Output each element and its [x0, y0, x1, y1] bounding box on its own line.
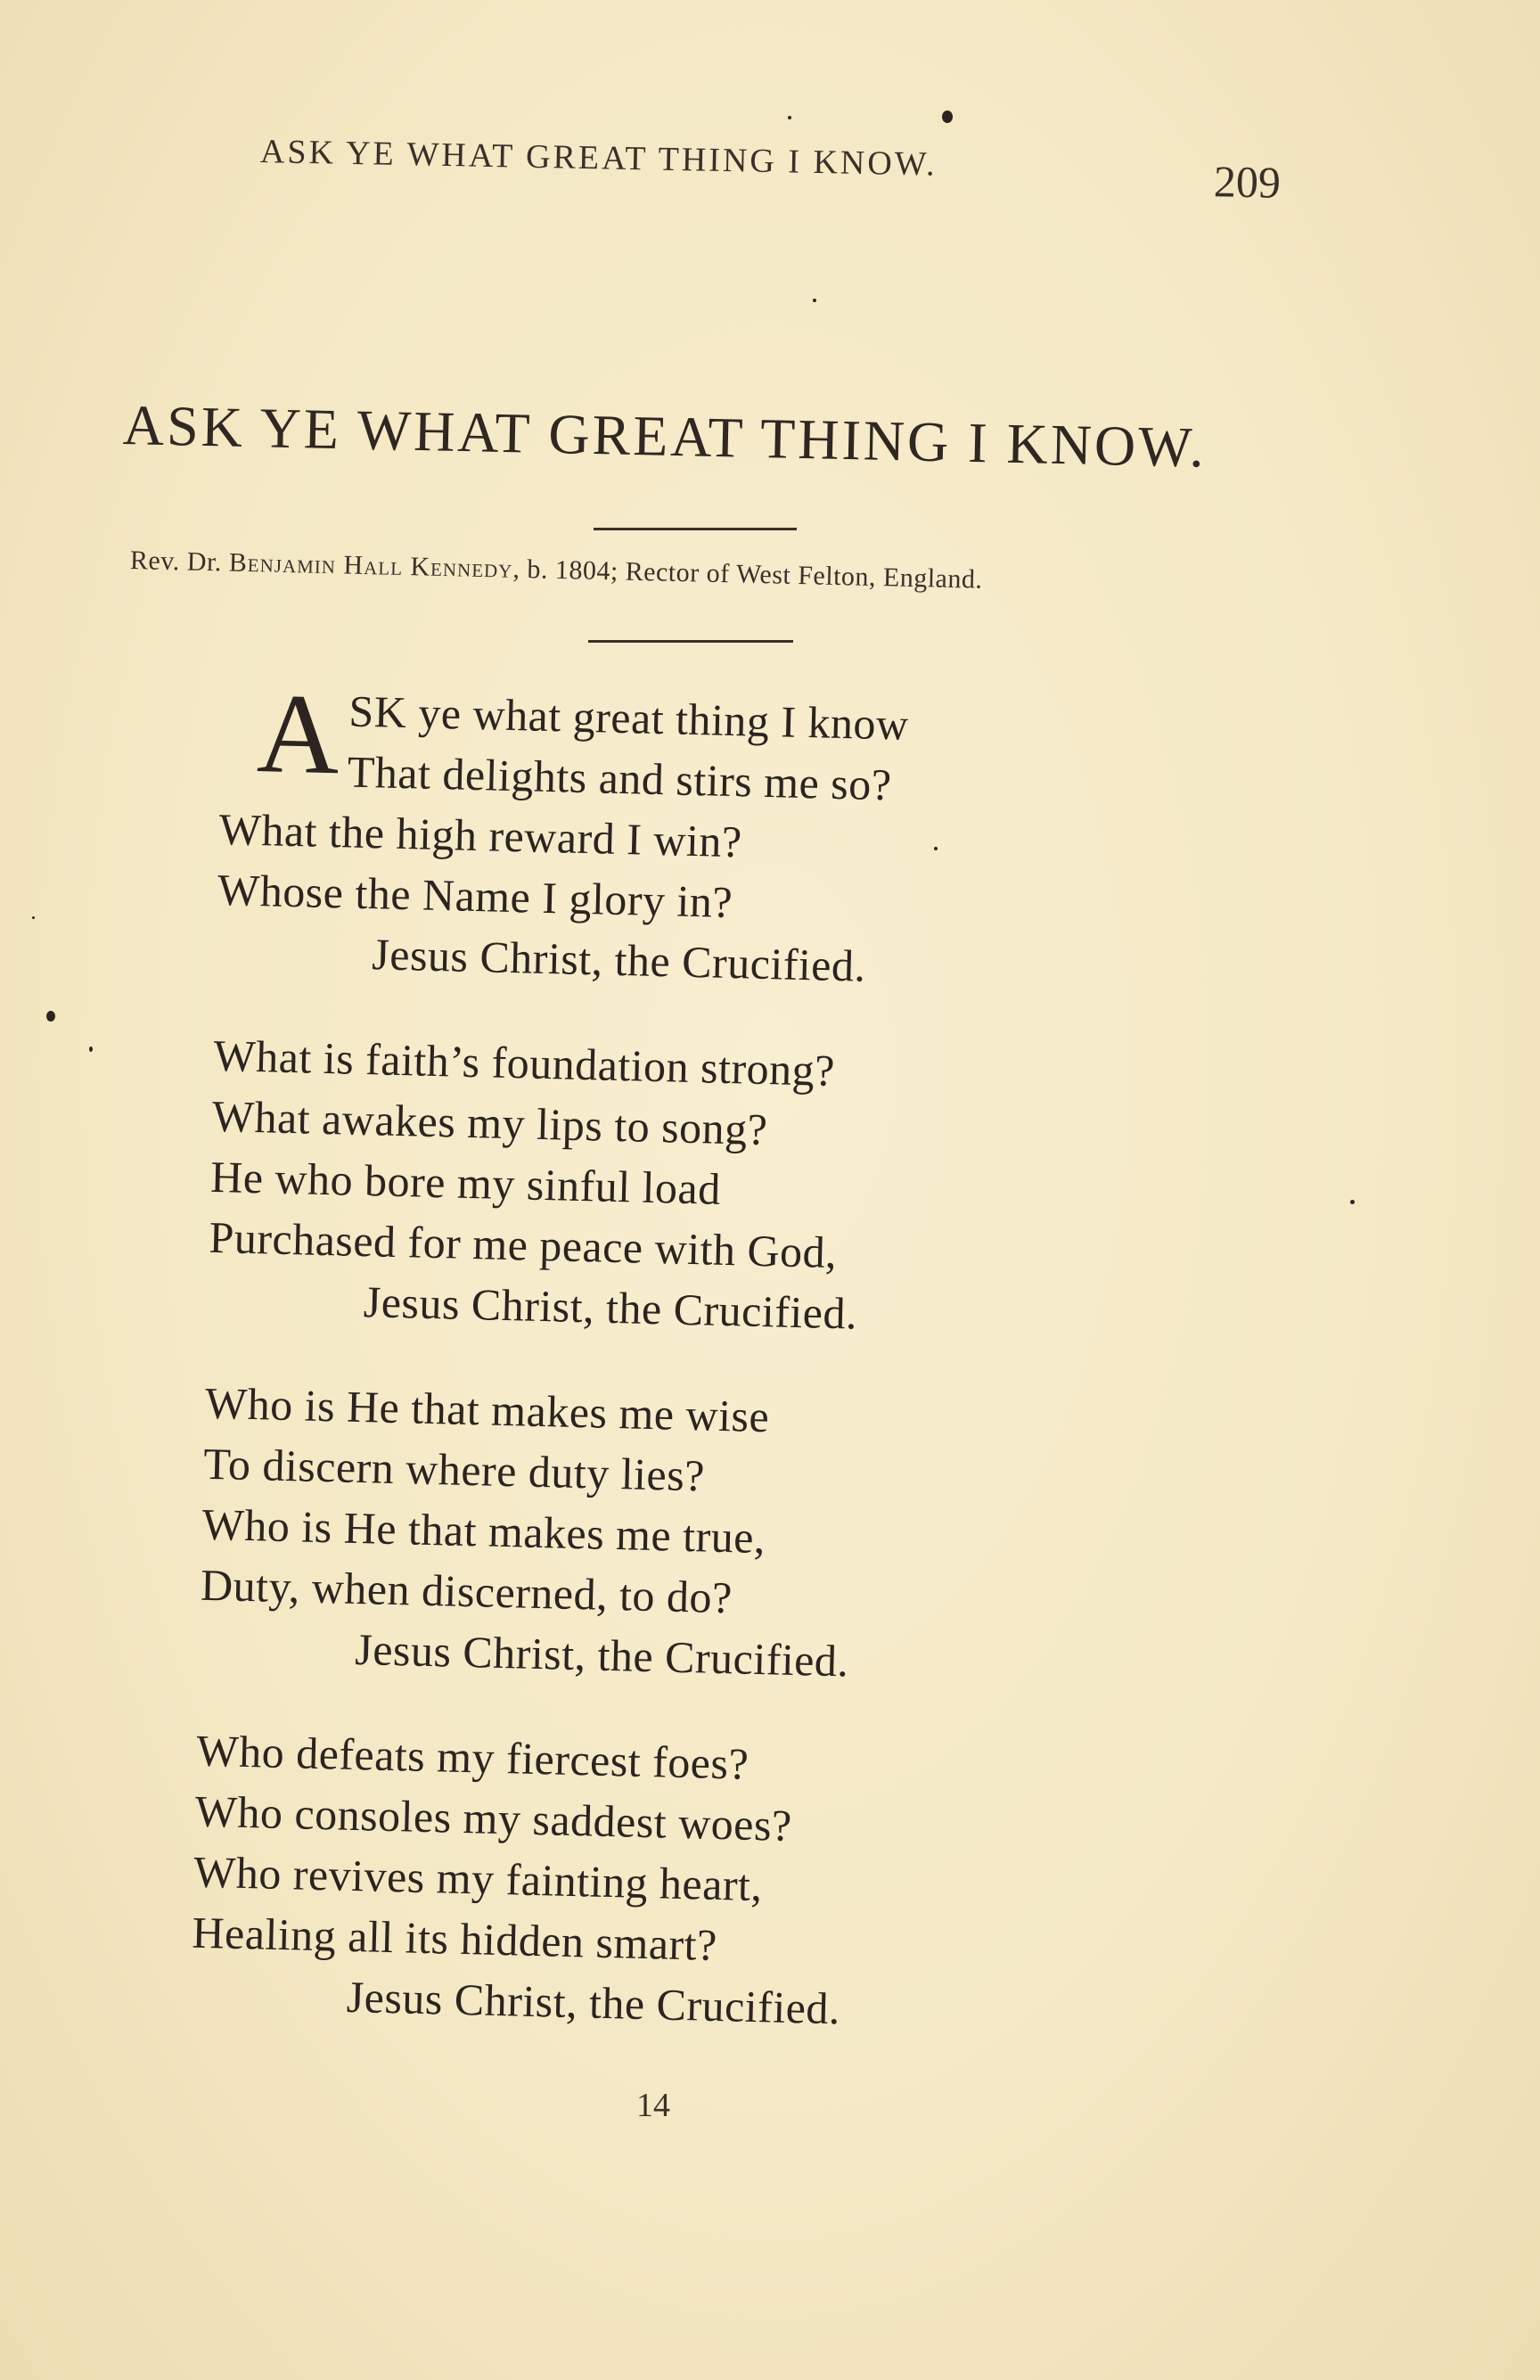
- refrain-line: Jesus Christ, the Crucified.: [363, 1276, 858, 1339]
- poem-line: Who revives my fainting heart,: [192, 1846, 764, 1911]
- attribution-details: , b. 1804; Rector of West Felton, England.: [512, 554, 983, 595]
- ink-speck: [32, 916, 35, 919]
- ink-speck: [89, 1046, 93, 1052]
- poem-line: Duty, when discerned, to do?: [200, 1559, 733, 1623]
- poem-title: ASK YE WHAT GREAT THING I KNOW.: [122, 393, 1208, 480]
- poem-line: Healing all its hidden smart?: [191, 1907, 718, 1970]
- signature-mark: 14: [636, 2087, 670, 2124]
- attribution-prefix: Rev. Dr.: [129, 546, 223, 578]
- ink-speck: [1350, 1200, 1355, 1204]
- poem-line: Who is He that makes me true,: [201, 1498, 766, 1563]
- refrain-line: Jesus Christ, the Crucified.: [371, 929, 867, 991]
- poem-line: Who consoles my saddest woes?: [194, 1785, 793, 1851]
- stanza-3: [199, 1373, 1142, 1699]
- ink-speck: [934, 847, 938, 850]
- page-number: 209: [1213, 156, 1282, 208]
- refrain-line: Jesus Christ, the Crucified.: [354, 1623, 850, 1687]
- refrain-line: Jesus Christ, the Crucified.: [346, 1971, 841, 2034]
- poem-line: Who is He that makes me wise: [204, 1377, 770, 1442]
- poem-line: To discern where duty lies?: [202, 1438, 706, 1501]
- poem-line: He who bore my sinful load: [209, 1151, 722, 1214]
- poem-line: That delights and stirs me so?: [347, 746, 893, 810]
- ink-speck: [46, 1011, 55, 1022]
- drop-cap: A: [255, 669, 341, 799]
- title-rule-bottom: [588, 640, 793, 643]
- stanza-1: [216, 669, 1159, 1004]
- running-head-title: ASK YE WHAT GREAT THING I KNOW.: [259, 133, 938, 184]
- stanza-4: [190, 1720, 1133, 2047]
- attribution-author: Benjamin Hall Kennedy: [228, 547, 513, 584]
- author-attribution: [130, 546, 1289, 602]
- poem-line: What the high reward I win?: [218, 803, 743, 867]
- poem-line: Whose the Name I glory in?: [217, 864, 733, 928]
- poem-line: Purchased for me peace with God,: [208, 1211, 838, 1278]
- ink-speck: [788, 116, 791, 119]
- title-rule-top: [594, 528, 797, 530]
- poem-line: Who defeats my fiercest foes?: [195, 1725, 750, 1789]
- poem-line: What awakes my lips to song?: [211, 1090, 769, 1155]
- poem-body: [189, 669, 1159, 2090]
- ink-speck: [942, 111, 953, 123]
- poem-line: What is faith’s foundation strong?: [212, 1030, 836, 1096]
- poem-line: SK ye what great thing I know: [348, 685, 910, 750]
- stanza-2: [207, 1025, 1150, 1351]
- ink-speck: [813, 299, 816, 302]
